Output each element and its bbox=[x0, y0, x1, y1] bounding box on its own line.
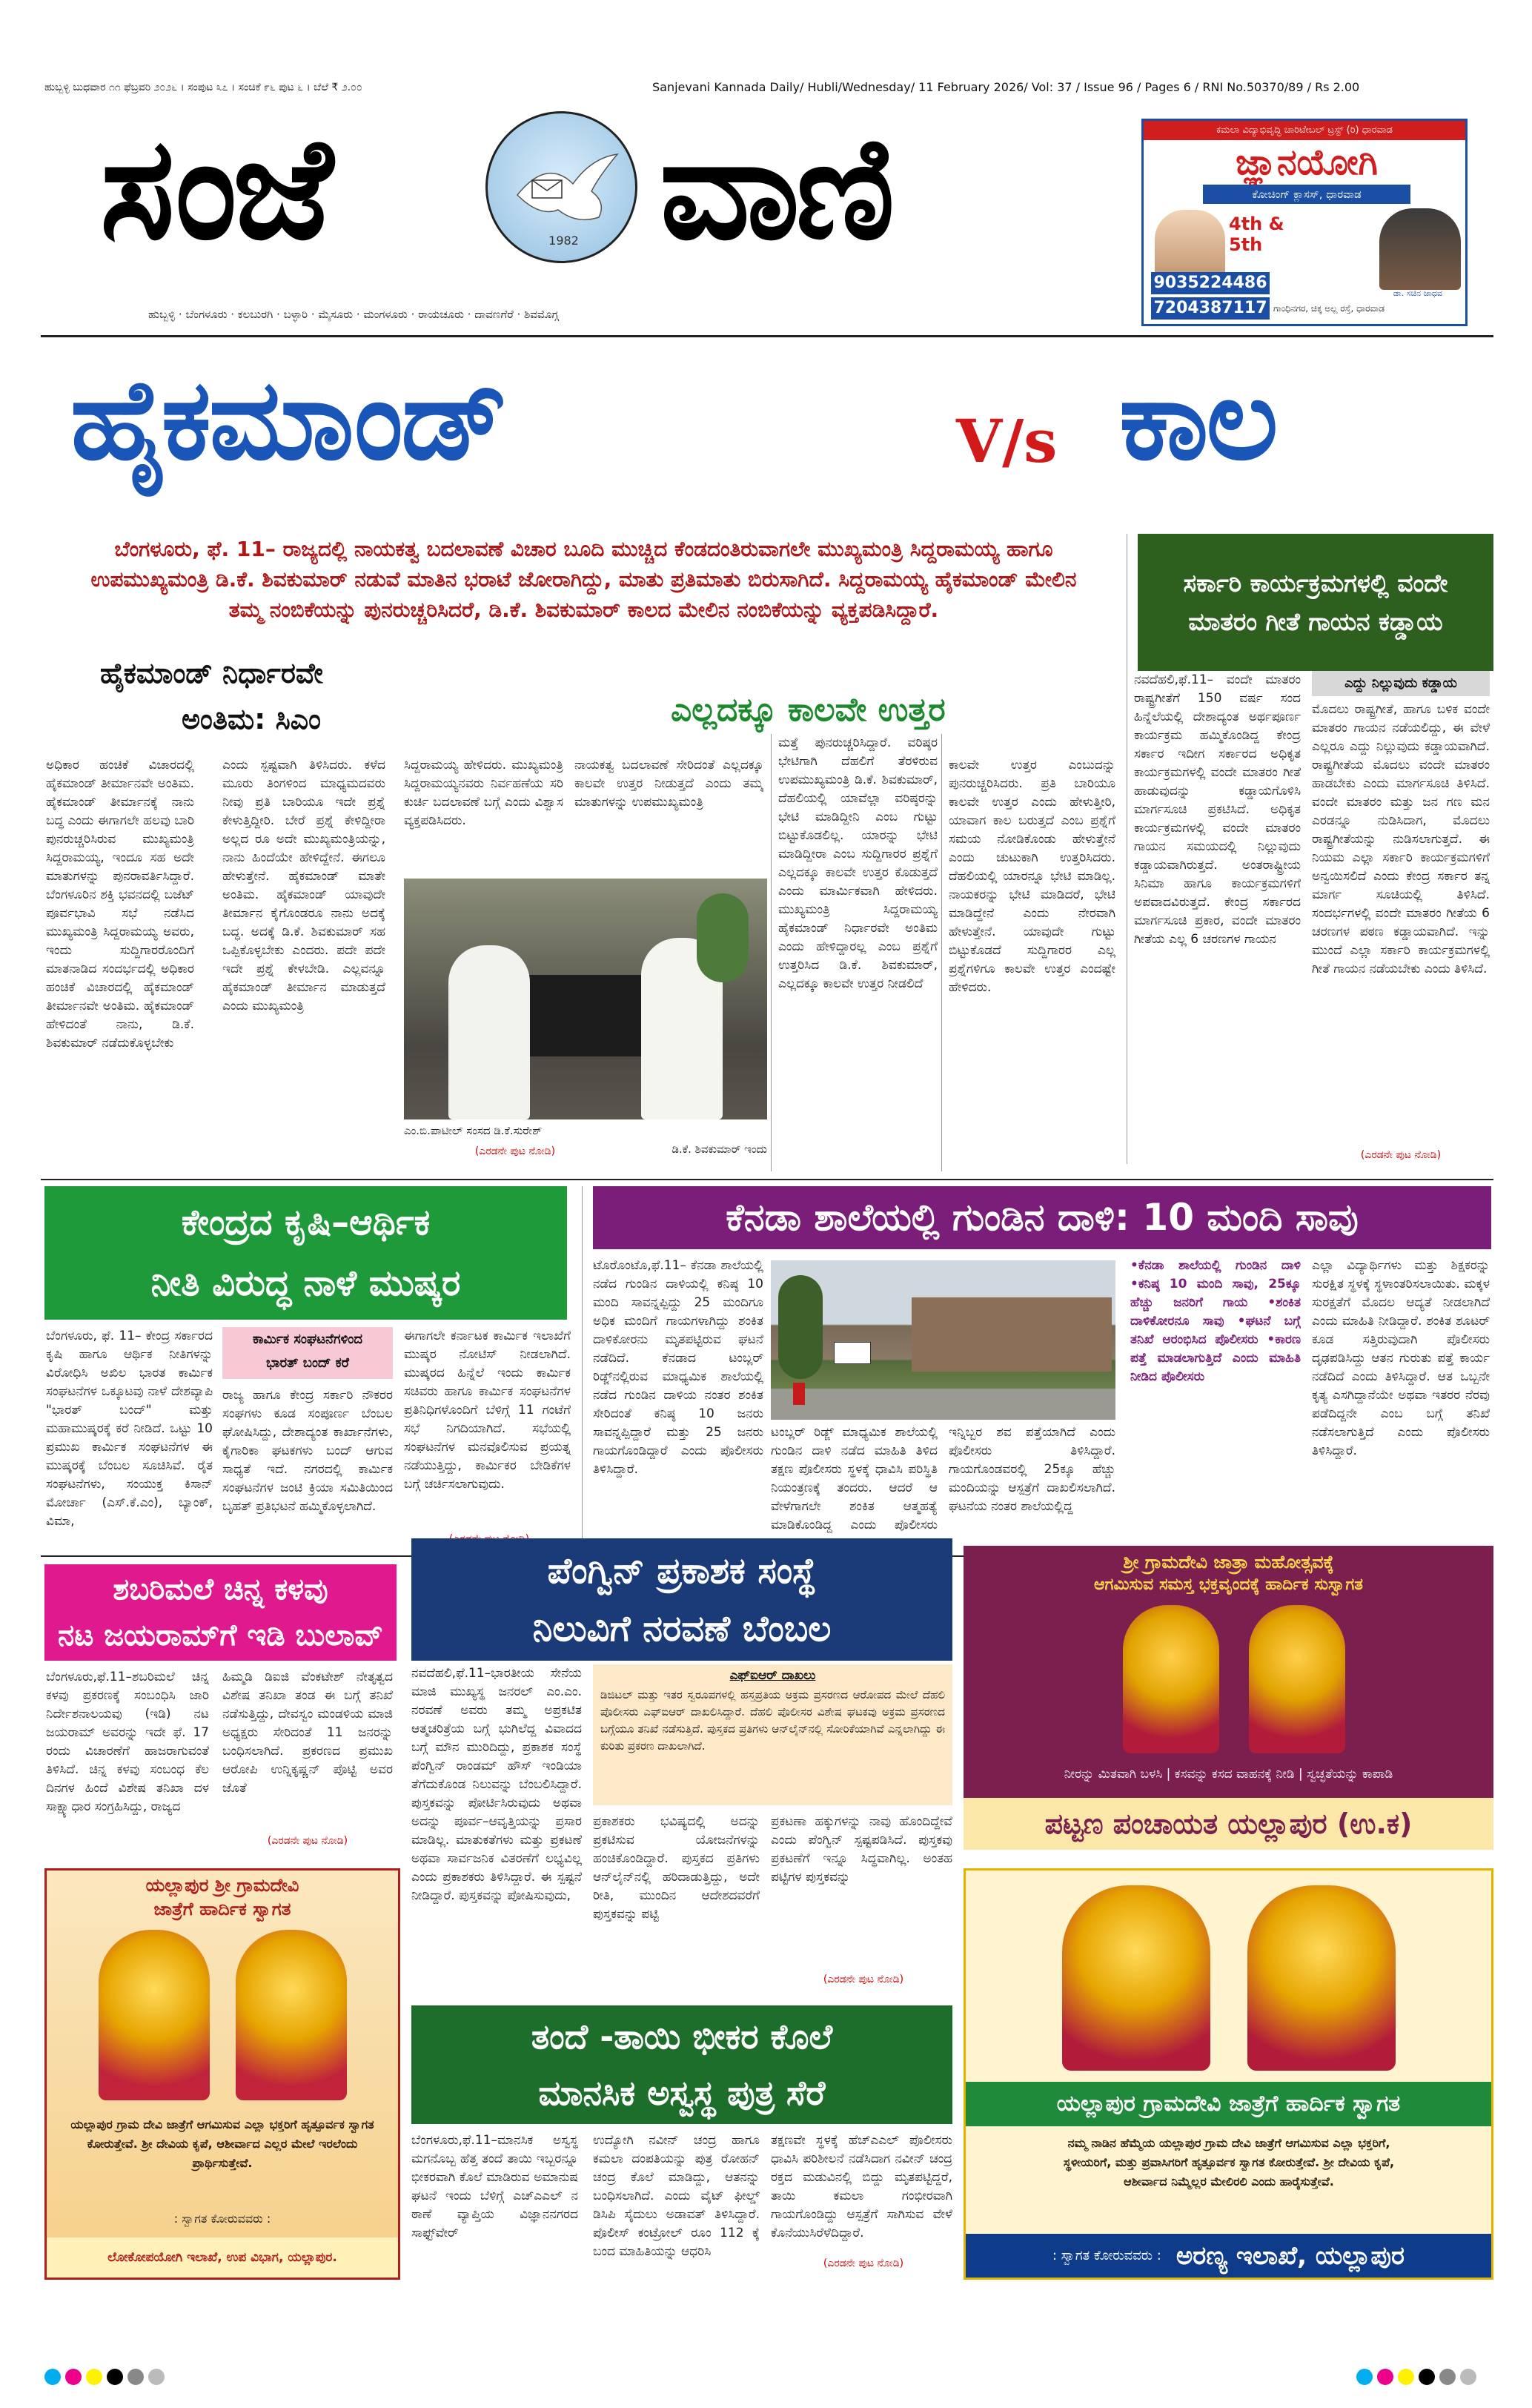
section-rule bbox=[41, 1179, 1493, 1180]
lead-col-5: ಕಾಲವೇ ಉತ್ತರ ಎಂಬುದನ್ನು ಪುನರುಚ್ಚರಿಸಿದರು. ಪ್ರತಿ ಬಾರಿಯೂ ಕಾಲವೇ ಉತ್ತರ ಎಂದು ಹೇಳುತ್ತೀರಿ, ಯಾವಾಗ ಕಾಲ ಬರುತ್ತದೆ ಎಂಬ ಪ್ರಶ್ನೆಗೆ ಸಮಯ ನೋಡಿಕೊಂಡು ಹೇಳುತ್ತೇನೆ ಎಂದು ಚುಟುಕಾಗಿ ಉತ್ತರಿಸಿದರು. ದೆಹಲಿಯಲ್ಲಿ ಯಾರನ್ನೂ ಭೇಟಿ ಮಾಡಿಲ್ಲ. ನಾಯಕರನ್ನು ಭೇಟಿ ಮಾಡಿದರೆ, ಭೇಟಿ ಮಾಡಿದ್ದೇನೆ ಎಂದು ನೇರವಾಗಿ ಹೇಳುತ್ತೇನೆ. ಯಾವುದೇ ಗುಟ್ಟು ಬಿಟ್ಟುಕೊಡದೆ ಸುದ್ದಿಗಾರರ ಎಲ್ಲ ಪ್ರಶ್ನೆಗಳಿಗೂ ಕಾಲವೇ ಉತ್ತರ ಎಂದಷ್ಟೇ ಹೇಳಿದರು. bbox=[949, 758, 1115, 995]
masthead-cities: ಹುಬ್ಬಳ್ಳಿ · ಬೆಂಗಳೂರು · ಕಲಬುರಗಿ · ಬಳ್ಳಾರಿ · ಮೈಸೂರು · ಮಂಗಳೂರು · ರಾಯಚೂರು · ದಾವಣಗೆರೆ · ಶಿವಮೊಗ್ಗ bbox=[148, 308, 559, 321]
ad3-title: ಯಲ್ಲಾಪುರ ಗ್ರಾಮದೇವಿ ಜಾತ್ರೆಗೆ ಹಾರ್ದಿಕ ಸ್ವಾಗತ bbox=[966, 2082, 1491, 2126]
masthead-logo bbox=[485, 111, 637, 263]
strike-title-2: ನೀತಿ ವಿರುದ್ಧ ನಾಳೆ ಮುಷ್ಕರ bbox=[150, 1263, 461, 1304]
ad2-head-2: ಜಾತ್ರೆಗೆ ಹಾರ್ದಿಕ ಸ್ವಾಗತ bbox=[153, 1899, 291, 1919]
lead-col-1: ಅಧಿಕಾರ ಹಂಚಿಕೆ ವಿಚಾರದಲ್ಲಿ ಹೈಕಮಾಂಡ್ ತೀರ್ಮಾನವೇ ಅಂತಿಮ. ಹೈಕಮಾಂಡ್ ತೀರ್ಮಾನಕ್ಕೆ ನಾನು ಬದ್ಧ ಎಂದು ಈಗಾಗಲೇ ಹಲವು ಬಾರಿ ಪುನರುಚ್ಚರಿಸಿರುವ ಮುಖ್ಯಮಂತ್ರಿ ಸಿದ್ದರಾಮಯ್ಯ, ಇಂದೂ ಸಹ ಅದೇ ಮಾತುಗಳನ್ನು ಪುನರಾವರ್ತಿಸಿದ್ದಾರೆ. ಬೆಂಗಳೂರಿನ ಶಕ್ತಿ ಭವನದಲ್ಲಿ ಬಜೆಟ್ ಪೂರ್ವಭಾವಿ ಸಭೆ ನಡೆಸಿದ ಮುಖ್ಯಮಂತ್ರಿ ಸಿದ್ದರಾಮಯ್ಯ ಅವರು, ಇಂದು ಸುದ್ದಿಗಾರರೊಂದಿಗೆ ಮಾತನಾಡಿದ ಸಂದರ್ಭದಲ್ಲಿ ಅಧಿಕಾರ ಹಂಚಿಕೆ ವಿಚಾರದಲ್ಲಿ ಹೈಕಮಾಂಡ್ ತೀರ್ಮಾನವೇ ಅಂತಿಮ. ಹೈಕಮಾಂಡ್ ಹೇಳಿದಂತೆ ನಾನು, ಡಿ.ಕೆ. ಶಿವಕುಮಾರ್ ನಡೆದುಕೊಳ್ಳಬೇಕು bbox=[46, 758, 194, 1051]
murder-title-1: ತಂದೆ -ತಾಯಿ ಭೀಕರ ಕೊಲೆ bbox=[531, 2017, 833, 2057]
vande-col-1: ನವದೆಹಲಿ,ಫೆ.11– ವಂದೇ ಮಾತರಂ ರಾಷ್ಟ್ರಗೀತೆಗೆ 150 ವರ್ಷ ಸಂದ ಹಿನ್ನೆಲೆಯಲ್ಲಿ ದೇಶಾದ್ಯಂತ ಅರ್ಥಪೂರ್ಣ ಕಾರ್ಯಕ್ರಮ ಹಮ್ಮಿಕೊಂಡಿದ್ದ ಕೇಂದ್ರ ಸರ್ಕಾರ ಇದೀಗ ಸರ್ಕಾರದ ಅಧಿಕೃತ ಕಾರ್ಯಕ್ರಮಗಳಲ್ಲಿ ವಂದೇ ಮಾತರಂ ಗೀತೆ ಹಾಡುವುದನ್ನು ಕಡ್ಡಾಯಗೊಳಿಸಿ ಮಾರ್ಗಸೂಚಿ ಪ್ರಕಟಿಸಿದೆ. ಅಧಿಕೃತ ಕಾರ್ಯಕ್ರಮಗಳಲ್ಲಿ ವಂದೇ ಮಾತರಂ ಗಾಯನ ಸಮಯದಲ್ಲಿ ನಿಲ್ಲುವುದು ಕಡ್ಡಾಯವಾಗಿರುತ್ತದೆ. ಅಂತರಾಷ್ಟ್ರೀಯ ಸಿನಿಮಾ ಹಾಗೂ ಕಾರ್ಯಕ್ರಮಗಳಿಗೆ ಅಪವಾದವಿರುತ್ತದೆ. ಕೇಂದ್ರ ಸರ್ಕಾರದ ಮಾರ್ಗಸೂಚಿ ಪ್ರಕಾರ, ವಂದೇ ಮಾತರಂ ಗೀತೆಯ ಎಲ್ಲ 6 ಚರಣಗಳ ಗಾಯನ bbox=[1134, 672, 1301, 947]
ad3-deity-right bbox=[1247, 1885, 1396, 2071]
dot bbox=[1377, 2369, 1393, 2385]
dot bbox=[44, 2369, 61, 2385]
penguin-title-1: ಪೆಂಗ್ವಿನ್ ಪ್ರಕಾಶಕ ಸಂಸ್ಥೆ bbox=[547, 1549, 817, 1592]
ad2-head-1: ಯಲ್ಲಾಪುರ ಶ್ರೀ ಗ್ರಾಮದೇವಿ bbox=[145, 1875, 299, 1896]
lead-col-3a: ಸಿದ್ದರಾಮಯ್ಯ ಹೇಳಿದರು. ಮುಖ್ಯಮಂತ್ರಿ ಸಿದ್ದರಾಮಯ್ಯನವರು ನಿರ್ವಹಣೆಯ ಸರಿ ಕುರ್ಚಿ ಬದಲಾವಣೆ ಬಗ್ಗೆ ಎಂದು ವಿಶ್ವಾಸ ವ್ಯಕ್ತಪಡಿಸಿದರು. bbox=[404, 758, 563, 828]
lead-col-2: ಎಂದು ಸ್ಪಷ್ಟವಾಗಿ ತಿಳಿಸಿದರು. ಕಳೆದ ಮೂರು ತಿಂಗಳಿಂದ ಮಾಧ್ಯಮದವರು ನೀವು ಪ್ರತಿ ಬಾರಿಯೂ ಇದೇ ಪ್ರಶ್ನೆ ಕೇಳುತ್ತಿದ್ದೀರಿ. ಬೇರೆ ಪ್ರಶ್ನೆ ಕೇಳಿದ್ದೀರಾ ಅಲ್ಲದ ರೂ ಅದೇ ಮುಖ್ಯಮಂತ್ರಿಯನ್ನು, ನಾನು ಹಿಂದೆಯೇ ಹೇಳಿದ್ದೇನೆ. ಈಗಲೂ ಹೇಳುತ್ತೇನೆ. ಹೈಕಮಾಂಡ್ ಮಾತೇ ಅಂತಿಮ. ಹೈಕಮಾಂಡ್ ಯಾವುದೇ ತೀರ್ಮಾನ ಕೈಗೊಂಡರೂ ನಾನು ಅದಕ್ಕೆ ಬದ್ಧ. ಅದಕ್ಕೆ ಡಿ.ಕೆ. ಶಿವಕುಮಾರ್ ಸಹ ಒಪ್ಪಿಕೊಳ್ಳಬೇಕು ಎಂದರು. ಪದೇ ಪದೇ ಇದೇ ಪ್ರಶ್ನೆ ಕೇಳಬೇಡಿ. ಎಲ್ಲವನ್ನೂ ಹೈಕಮಾಂಡ್ ತೀರ್ಮಾನ ಮಾಡುತ್ತದೆ ಎಂದು ಮುಖ್ಯಮಂತ್ರಿ bbox=[222, 758, 385, 1013]
sofa-shape bbox=[515, 975, 656, 1056]
ad3-deity-left bbox=[1062, 1885, 1210, 2071]
ad-classes: 4th & 5th bbox=[1229, 214, 1284, 255]
lokopayogi-ad[interactable] bbox=[44, 1868, 400, 2280]
canada-banner bbox=[593, 1186, 1491, 1249]
ad3-welcome: : ಸ್ವಾಗತ ಕೋರುವವರು : bbox=[1052, 2248, 1161, 2263]
strike-box-title-1: ಕಾರ್ಮಿಕ ಸಂಘಟನೆಗಳಿಂದ bbox=[252, 1332, 363, 1347]
strike-col-1: ಬೆಂಗಳೂರು, ಫೆ. 11– ಕೇಂದ್ರ ಸರ್ಕಾರದ ಕೃಷಿ ಹಾಗೂ ಆರ್ಥಿಕ ನೀತಿಗಳನ್ನು ವಿರೋಧಿಸಿ ಅಖಿಲ ಭಾರತ ಕಾರ್ಮಿಕ ಸಂಘಟನೆಗಳ ಒಕ್ಕೂಟವು ನಾಳೆ ದೇಶವ್ಯಾಪಿ "ಭಾರತ್ ಬಂದ್" ಮತ್ತು ಮಹಾಮುಷ್ಕರಕ್ಕೆ ಕರೆ ನೀಡಿದೆ. ಒಟ್ಟು 10 ಪ್ರಮುಖ ಕಾರ್ಮಿಕ ಸಂಘಟನೆಗಳ ಈ ಮುಷ್ಕರಕ್ಕೆ ಬೆಂಬಲ ಸೂಚಿಸಿವೆ. ರೈತ ಸಂಘಟನೆಗಳು, ಸಂಯುಕ್ತ ಕಿಸಾನ್ ಮೋರ್ಚಾ (ಎಸ್.ಕೆ.ಎಂ), ಬ್ಯಾಂಕ್, ವಿಮಾ, bbox=[46, 1329, 213, 1529]
ad2-deity-left bbox=[99, 1930, 210, 2100]
dateline-kannada: ಹುಬ್ಬಳ್ಳಿ ಬುಧವಾರ ೧೧ ಫೆಬ್ರವರಿ ೨೦೨೬ । ಸಂಪುಟ ೩೭ । ಸಂಚಿಕೆ ೯೬ ಪುಟ ೬ । ಬೆಲೆ ₹ ೨.೦೦ bbox=[44, 82, 362, 93]
ad-address: ಗಾಂಧಿನಗರ, ಚಿಕ್ಕ ಅಲ್ಲ ರಸ್ತೆ, ಧಾರವಾಡ bbox=[1273, 303, 1385, 314]
ad-person-name: ಡಾ. ಸಚಿನ ಜಾಧವ bbox=[1393, 288, 1443, 298]
canada-photo-caption: ಟಂಬ್ಲರ್ ರಿಡ್ಜ್ ಮಾಧ್ಯಮಿಕ ಶಾಲೆಯಲ್ಲಿ ಗುಂಡಿನ ದಾಳಿ ನಡೆದ ಮಾಹಿತಿ ತಿಳಿದ ತಕ್ಷಣ ಪೊಲೀಸರು ಸ್ಥಳಕ್ಕೆ ಧಾವಿಸಿ ಪರಿಸ್ಥಿತಿ ನಿಯಂತ್ರಣಕ್ಕೆ ತಂದರು. ಆದರೆ ಆ ವೇಳೆಗಾಗಲೇ ಶಂಕಿತ ಆತ್ಮಹತ್ಯೆ ಮಾಡಿಕೊಂಡಿದ್ದ ಎಂದು ಪೊಲೀಸರು bbox=[771, 1425, 938, 1532]
logo-year: 1982 bbox=[548, 234, 579, 248]
murder-col-1: ಬೆಂಗಳೂರು,ಫೆ.11–ಮಾನಸಿಕ ಅಸ್ವಸ್ಥ ಮಗನೊಬ್ಬ ಹೆತ್ತ ತಂದೆ ತಾಯಿ ಇಬ್ಬರನ್ನೂ ಭೀಕರವಾಗಿ ಕೊಲೆ ಮಾಡಿರುವ ಅಮಾನುಷ ಘಟನೆ ಇಂದು ಬೆಳಿಗ್ಗೆ ಎಚ್ಎಎಲ್ ನ ಠಾಣೆ ವ್ಯಾಪ್ತಿಯ ವಿಜ್ಞಾನನಗರದ ಸಾಫ್ಟ್‌ವೇರ್ bbox=[411, 2133, 578, 2240]
penguin-banner bbox=[411, 1538, 952, 1661]
pattana-panchayat-ad[interactable] bbox=[964, 1546, 1493, 1850]
penguin-continued[interactable]: (ಎರಡನೇ ಪುಟ ನೋಡಿ) bbox=[823, 1974, 904, 1985]
canada-school-photo bbox=[771, 1260, 1115, 1420]
strike-col-3: ಈಗಾಗಲೇ ಕರ್ನಾಟಕ ಕಾರ್ಮಿಕ ಇಲಾಖೆಗೆ ಮುಷ್ಕರ ನೋಟಿಸ್ ನೀಡಲಾಗಿದೆ. ಮುಷ್ಕರದ ಹಿನ್ನೆಲೆ ಇಂದು ಕಾರ್ಮಿಕ ಸಚಿವರು ಹಾಗೂ ಕಾರ್ಮಿಕ ಸಂಘಟನೆಗಳ ಪ್ರತಿನಿಧಿಗಳೊಂದಿಗೆ ಬೆಳಿಗ್ಗೆ 11 ಗಂಟೆಗೆ ಸಭೆ ನಿಗದಿಯಾಗಿದೆ. ಸಭೆಯಲ್ಲಿ ಸಂಘಟನೆಗಳ ಮನವೊಲಿಸುವ ಪ್ರಯತ್ನ ನಡೆಯುತ್ತಿದ್ದು, ಕಾರ್ಮಿಕರ ಬೇಡಿಕೆಗಳ ಬಗ್ಗೆ ಚರ್ಚಿಸಲಾಗುವುದು. bbox=[404, 1329, 571, 1492]
ad2-deity-right bbox=[236, 1930, 347, 2100]
divider bbox=[582, 1186, 583, 1549]
divider bbox=[941, 734, 942, 1171]
dot bbox=[86, 2369, 102, 2385]
canada-title: ಕೆನಡಾ ಶಾಲೆಯಲ್ಲಿ ಗುಂಡಿನ ದಾಳಿ: 10 ಮಂದಿ ಸಾವು bbox=[726, 1196, 1359, 1239]
lead-photo-caption-1: ಎಂ.ಬಿ.ಪಾಟೀಲ್ ಸಂಸದ ಡಿ.ಕೆ.ಸುರೇಶ್ bbox=[404, 1124, 543, 1137]
dot bbox=[148, 2369, 165, 2385]
main-headline-vs: V/s bbox=[956, 406, 1058, 476]
sabarimala-col-1: ಬೆಂಗಳೂರು,ಫೆ.11–ಶಬರಿಮಲೆ ಚಿನ್ನ ಕಳವು ಪ್ರಕರಣಕ್ಕೆ ಸಂಬಂಧಿಸಿ ಜಾರಿ ನಿರ್ದೇಶನಾಲಯವು (ಇಡಿ) ನಟ ಜಯರಾಮ್ ಅವರನ್ನು ಇದೇ ಫೆ. 17 ರಂದು ವಿಚಾರಣೆಗೆ ಹಾಜರಾಗುವಂತೆ ತಿಳಿಸಿದೆ. ಚಿನ್ನ ಕಳವು ಸಂಬಂಧ ಕೆಲ ದಿನಗಳ ಹಿಂದೆ ವಿಶೇಷ ತನಿಖಾ ದಳ ಸಾಕ್ಷ್ಯಾಧಾರ ಸಂಗ್ರಹಿಸಿದ್ದು, ರಾಜ್ಯದ bbox=[46, 1670, 209, 1814]
ad3-footer-bar bbox=[966, 2234, 1491, 2278]
penguin-box-text: ಡಿಜಿಟಲ್ ಮತ್ತು ಇತರ ಸ್ವರೂಪಗಳಲ್ಲಿ ಹಸ್ತಪ್ರತಿಯ ಅಕ್ರಮ ಪ್ರಸರಣದ ಆರೋಪದ ಮೇಲೆ ದೆಹಲಿ ಪೊಲೀಸರು ಎಫ್‌ಐಆರ್ ದಾಖಲಿಸಿದ್ದಾರೆ. ದೆಹಲಿ ಪೊಲೀಸರ ವಿಶೇಷ ಘಟಕವು ಅಕ್ರಮ ಪ್ರಸರಣದ ಬಗ್ಗೆಯೂ ತನಿಖೆ ನಡೆಸುತ್ತಿದೆ. ಪುಸ್ತಕದ ಪ್ರತಿಗಳು ಆನ್‌ಲೈನ್‌ನಲ್ಲಿ ಸೋರಿಕೆಯಾಗಿವೆ ಎನ್ನಲಾಗಿದ್ದು ಈ ಕುರಿತು ಪ್ರಕರಣ ದಾಖಲಾಗಿದೆ. bbox=[600, 1688, 945, 1753]
sabarimala-col-2: ಹಿಮ್ಮಡಿ ಡಿಐಜಿ ವೆಂಕಟೇಶ್ ನೇತೃತ್ವದ ವಿಶೇಷ ತನಿಖಾ ತಂಡ ಈ ಬಗ್ಗೆ ತನಿಖೆ ನಡೆಸುತ್ತಿದ್ದು, ದೇವಸ್ವಂ ಮಂಡಳಿಯ ಮಾಜಿ ಅಧ್ಯಕ್ಷರು ಸೇರಿದಂತೆ 11 ಜನರನ್ನು ಬಂಧಿಸಲಾಗಿದೆ. ಪ್ರಕರಣದ ಪ್ರಮುಖ ಆರೋಪಿ ಉನ್ನಿಕೃಷ್ಣನ್ ಪೊಟ್ಟಿ ಅವರ ಜೊತೆ bbox=[222, 1670, 393, 1796]
dot bbox=[127, 2369, 144, 2385]
murder-title-2: ಮಾನಸಿಕ ಅಸ್ವಸ್ಥ ಪುತ್ರ ಸೆರೆ bbox=[538, 2073, 826, 2113]
registration-dots-left bbox=[44, 2369, 169, 2388]
ad-person-photo bbox=[1379, 208, 1461, 290]
jnanayogi-ad[interactable] bbox=[1141, 119, 1468, 326]
ad1-head-1: ಶ್ರೀ ಗ್ರಾಮದೇವಿ ಜಾತ್ರಾ ಮಹೋತ್ಸವಕ್ಕೆ bbox=[1123, 1552, 1334, 1572]
vande-col-2: ಮೊದಲು ರಾಷ್ಟ್ರಗೀತೆ, ಹಾಗೂ ಬಳಿಕ ವಂದೇ ಮಾತರಂ ಗಾಯನ ನಡೆಯಲಿದ್ದು, ಈ ವೇಳೆ ಎಲ್ಲರೂ ಎದ್ದು ನಿಲ್ಲುವುದು ಕಡ್ಡಾಯವಾಗಿದೆ. ರಾಷ್ಟ್ರಗೀತೆಯ ಮೊದಲು ವಂದೇ ಮಾತರಂ ಹಾಡಬೇಕು ಎಂದು ಮಾರ್ಗಸೂಚಿ ತಿಳಿಸಿದೆ. ವಂದೇ ಮಾತರಂ ಮತ್ತು ಜನ ಗಣ ಮನ ಎರಡನ್ನೂ ನುಡಿಸಿದಾಗ, ಮೊದಲು ರಾಷ್ಟ್ರಗೀತೆಯನ್ನು ನುಡಿಸಲಾಗುತ್ತದೆ. ಈ ನಿಯಮ ಎಲ್ಲಾ ಸರ್ಕಾರಿ ಕಾರ್ಯಕ್ರಮಗಳಿಗೆ ಅನ್ವಯಿಸಲಿದೆ ಎಂದು ಕೇಂದ್ರ ಸರ್ಕಾರ ತನ್ನ ಮಾರ್ಗ ಸೂಚಿಯಲ್ಲಿ ತಿಳಿಸಿದೆ. ಸಂದರ್ಭಗಳಲ್ಲಿ ವಂದೇ ಮಾತರಂ ಗೀತೆಯ 6 ಚರಣಗಳ ಪಠಣ ಕಡ್ಡಾಯವಾಗಿದೆ. ಇನ್ನು ಮುಂದೆ ಎಲ್ಲಾ ಸರ್ಕಾರಿ ಕಾರ್ಯಕ್ರಮಗಳಲ್ಲಿ ಗೀತೆ ಗಾಯನ ನಡೆಯಬೇಕು ಎಂದು ತಿಳಿಸಿದೆ. bbox=[1312, 702, 1490, 976]
strike-box-title-2: ಭಾರತ್ ಬಂದ್ ಕರೆ bbox=[265, 1355, 350, 1371]
ad-phone-1[interactable]: 9035224486 bbox=[1151, 272, 1270, 294]
person-left-shape bbox=[448, 945, 530, 1119]
lead-continued[interactable]: (ಎರಡನೇ ಪುಟ ನೋಡಿ) bbox=[474, 1145, 556, 1157]
penguin-col-2: ಪ್ರಕಾಶಕರು ಭವಿಷ್ಯದಲ್ಲಿ ಅದನ್ನು ಪ್ರಕಟಿಸುವ ಯೋಜನೆಗಳನ್ನು ಹಂಚಿಕೊಂಡಿದ್ದಾರೆ. ಪುಸ್ತಕದ ಪ್ರತಿಗಳು ಆನ್‌ಲೈನ್‌ನಲ್ಲಿ ಹರಿದಾಡುತ್ತಿದ್ದು, ಅದೇ ರೀತಿ, ಮುಂದಿನ ಆದೇಶದವರೆಗೆ ಪುಸ್ತಕವನ್ನು ಪಟ್ಟಿ bbox=[593, 1814, 760, 1922]
strike-box bbox=[222, 1327, 393, 1379]
murder-continued[interactable]: (ಎರಡನೇ ಪುಟ ನೋಡಿ) bbox=[823, 2258, 904, 2269]
sabarimala-banner bbox=[44, 1564, 397, 1661]
main-headline-part1: ಹೈಕಮಾಂಡ್ bbox=[70, 356, 506, 485]
ad1-deity-right bbox=[1249, 1605, 1345, 1753]
strike-title-1: ಕೇಂದ್ರದ ಕೃಷಿ–ಆರ್ಥಿಕ bbox=[181, 1202, 431, 1243]
penguin-box bbox=[593, 1664, 952, 1805]
school-building bbox=[912, 1297, 1112, 1372]
ad2-text: ಯಲ್ಲಾಪುರ ಗ್ರಾಮ ದೇವಿ ಜಾತ್ರೆಗೆ ಆಗಮಿಸುವ ಎಲ್ಲಾ ಭಕ್ತರಿಗೆ ಹೃತ್ಪೂರ್ವಕ ಸ್ವಾಗತ ಕೋರುತ್ತೇವೆ. ಶ್ರೀ ದೇವಿಯ ಕೃಪೆ, ಆಶೀರ್ವಾದ ಎಲ್ಲರ ಮೇಲೆ ಇರಲೆಂದು ಪ್ರಾರ್ಥಿಸುತ್ತೇವೆ. bbox=[70, 2117, 374, 2170]
murder-col-2: ಉದ್ಯೋಗಿ ನವೀನ್ ಚಂದ್ರ ಹಾಗೂ ಕಮಲಾ ದಂಪತಿಯನ್ನು ಪುತ್ರ ರೋಹನ್ ಚಂದ್ರ ಕೊಲೆ ಮಾಡಿದ್ದು, ಆತನನ್ನು ಬಂಧಿಸಲಾಗಿದೆ. ಎಂದು ವೈಟ್‌ ಫೀಲ್ಡ್ ಡಿಸಿಪಿ ಸೈದುಲು ಅಡಾವತ್ ತಿಳಿಸಿದ್ದಾರೆ. ಪೊಲೀಸ್ ಕಂಟ್ರೋಲ್ ರೂಂ 112 ಕ್ಕೆ ಬಂದ ಮಾಹಿತಿಯನ್ನು ಆಧರಿಸಿ bbox=[593, 2133, 760, 2259]
school-sign bbox=[834, 1342, 871, 1364]
dateline-english: Sanjevani Kannada Daily/ Hubli/Wednesday/ 11 February 2026/ Vol: 37 / Issue 96 / Pages 6 / RNI No.50370/89 / Rs 2.00 bbox=[652, 80, 1360, 94]
ad1-footer: ಪಟ್ಟಣ ಪಂಚಾಯತ ಯಲ್ಲಾಪುರ (ಉ.ಕ) bbox=[964, 1798, 1493, 1850]
plant-shape bbox=[697, 893, 749, 982]
canada-bullets: •ಕೆನಡಾ ಶಾಲೆಯಲ್ಲಿ ಗುಂಡಿನ ದಾಳಿ •ಕನಿಷ್ಠ 10 ಮಂದಿ ಸಾವು, 25ಕ್ಕೂ ಹೆಚ್ಚು ಜನರಿಗೆ ಗಾಯ •ಶಂಕಿತ ದಾಳಿಕೋರನೂ ಸಾವು •ಘಟನೆ ಬಗ್ಗೆ ತನಿಖೆ ಆರಂಭಿಸಿದ ಪೊಲೀಸರು •ಕಾರಣ ಪತ್ತೆ ಮಾಡಲಾಗುತ್ತಿದೆ ಎಂದು ಮಾಹಿತಿ ನೀಡಿದ ಪೊಲೀಸರು bbox=[1130, 1258, 1301, 1384]
ad-brand-name: ಜ್ಞಾನಯೋಗಿ bbox=[1236, 142, 1378, 183]
sabarimala-continued[interactable]: (ಎರಡನೇ ಪುಟ ನೋಡಿ) bbox=[267, 1835, 348, 1847]
ad3-footer: ಅರಣ್ಯ ಇಲಾಖೆ, ಯಲ್ಲಾಪುರ bbox=[1175, 2240, 1405, 2271]
dot bbox=[1356, 2369, 1373, 2385]
main-headline-part2: ಕಾಲ bbox=[1119, 356, 1276, 485]
ad-phone-2[interactable]: 7204387117 bbox=[1151, 297, 1270, 320]
vande-box-title: ಎದ್ದು ನಿಲ್ಲುವುದು ಕಡ್ಡಾಯ bbox=[1312, 671, 1490, 696]
canada-col-1: ಟೊರೊಂಟೊ,ಫೆ.11– ಕೆನಡಾ ಶಾಲೆಯಲ್ಲಿ ನಡೆದ ಗುಂಡಿನ ದಾಳಿಯಲ್ಲಿ ಕನಿಷ್ಠ 10 ಮಂದಿ ಸಾವನ್ನಪ್ಪಿದ್ದು 25 ಮಂದಿಗೂ ಅಧಿಕ ಮಂದಿಗೆ ಗಾಯಗಳಾಗಿದ್ದು ಶಂಕಿತ ದಾಳಿಕೋರನು ಮೃತಪಟ್ಟಿರುವ ಘಟನೆ ನಡೆದಿದೆ. ಕೆನಡಾದ ಟಂಬ್ಲರ್ ರಿಡ್ಜ್‌ನಲ್ಲಿರುವ ಮಾಧ್ಯಮಿಕ ಶಾಲೆಯಲ್ಲಿ ನಡೆದ ಗುಂಡಿನ ದಾಳಿಯ ನಂತರ ಶಂಕಿತ ಸೇರಿದಂತೆ ಕನಿಷ್ಠ 10 ಜನರು ಸಾವನ್ನಪ್ಪಿದ್ದಾರೆ ಮತ್ತು 25 ಜನರು ಗಾಯಗೊಂಡಿದ್ದಾರೆ ಎಂದು ಪೊಲೀಸರು ತಿಳಿಸಿದ್ದಾರೆ. bbox=[593, 1258, 763, 1477]
ad2-welcome: : ಸ್ವಾಗತ ಕೋರುವವರು : bbox=[173, 2212, 271, 2226]
subhead-right: ಎಲ್ಲದಕ್ಕೂ ಕಾಲವೇ ಉತ್ತರ bbox=[671, 691, 946, 729]
murder-banner bbox=[411, 2005, 952, 2124]
dot bbox=[1439, 2369, 1456, 2385]
tree bbox=[778, 1275, 823, 1379]
dot bbox=[1419, 2369, 1435, 2385]
ad-brand-sub: ಕೋಚಿಂಗ್ ಕ್ಲಾಸಸ್, ಧಾರವಾಡ bbox=[1203, 185, 1410, 204]
ad2-footer: ಲೋಕೋಪಯೋಗಿ ಇಲಾಖೆ, ಉಪ ವಿಭಾಗ, ಯಲ್ಲಾಪುರ. bbox=[47, 2237, 398, 2278]
lead-col-3b: ನಾಯಕತ್ವ ಬದಲಾವಣೆ ಸೇರಿದಂತೆ ಎಲ್ಲದಕ್ಕೂ ಕಾಲವೇ ಉತ್ತರ ನೀಡುತ್ತದೆ ಎಂದು ತಮ್ಮ ಮಾತುಗಳನ್ನು ಉಪಮುಖ್ಯಮಂತ್ರಿ bbox=[574, 758, 763, 810]
canada-col-3: ಎಲ್ಲಾ ವಿದ್ಯಾರ್ಥಿಗಳು ಮತ್ತು ಶಿಕ್ಷಕರನ್ನು ಸುರಕ್ಷಿತ ಸ್ಥಳಕ್ಕೆ ಸ್ಥಳಾಂತರಿಸಲಾಯಿತು. ಮಕ್ಕಳ ಸುರಕ್ಷತೆಗೆ ಮೊದಲ ಆದ್ಯತೆ ನೀಡಲಾಗಿದೆ ಎಂದು ಮಾಹಿತಿ ನೀಡಿದ್ದಾರೆ. ಶಂಕಿತ ಶೂಟರ್ ಕೂಡ ಸತ್ತಿರುವುದಾಗಿ ಪೊಲೀಸರು ದೃಢಪಡಿಸಿದ್ದು ಆತನ ಗುರುತು ಪತ್ತೆ ಕಾರ್ಯ ನಡೆದಿದೆ ಎಂದು ತಿಳಿಸಿದ್ದಾರೆ. ಆತ ಒಬ್ಬನೇ ಕೃತ್ಯ ಎಸಗಿದ್ದಾನೆಯೇ ಅಥವಾ ಇತರರ ನೆರವು ಪಡೆದಿದ್ದನೇ ಎಂಬ ಬಗ್ಗೆ ತನಿಖೆ ನಡೆಸಲಾಗುತ್ತಿದೆ ಎಂದು ಪೊಲೀಸರು ತಿಳಿಸಿದ್ದಾರೆ. bbox=[1312, 1258, 1490, 1458]
registration-dots-right bbox=[1356, 2369, 1481, 2388]
ad1-deity-left bbox=[1123, 1605, 1219, 1753]
murder-col-3: ತಕ್ಷಣವೇ ಸ್ಥಳಕ್ಕೆ ಹೆಚ್ಎಎಲ್ ಪೊಲೀಸರು ಧಾವಿಸಿ ಪರಿಶೀಲನೆ ನಡೆಸಿದಾಗ ನವೀನ್ ಚಂದ್ರ ರಕ್ತದ ಮಡುವಿನಲ್ಲಿ ಬಿದ್ದು ಮೃತಪಟ್ಟಿದ್ದರೆ, ತಾಯಿ ಕಮಲಾ ಗಂಭೀರವಾಗಿ ಗಾಯಗೊಂಡಿದ್ದು ಆಸ್ಪತ್ರೆಗೆ ಸಾಗಿಸುವ ವೇಳೆ ಕೊನೆಯುಸಿರೆಳೆದಿದ್ದಾರೆ. bbox=[771, 2133, 952, 2240]
canada-col-2: ಇನ್ನಿಬ್ಬರ ಶವ ಪತ್ತೆಯಾಗಿದೆ ಎಂದು ಪೊಲೀಸರು ತಿಳಿಸಿದ್ದಾರೆ. ಗಾಯಗೊಂಡವರಲ್ಲಿ 25ಕ್ಕೂ ಹೆಚ್ಚು ಮಂದಿಯನ್ನು ಆಸ್ಪತ್ರೆಗೆ ದಾಖಲಿಸಲಾಗಿದೆ. ಘಟನೆಯ ನಂತರ ಶಾಲೆಯಲ್ಲಿದ್ದ bbox=[949, 1425, 1115, 1514]
sabarimala-title-2: ನಟ ಜಯರಾಮ್‌ಗೆ ಇಡಿ ಬುಲಾವ್ bbox=[57, 1618, 384, 1653]
subhead-left-1: ಹೈಕಮಾಂಡ್ ನಿರ್ಧಾರವೇ bbox=[100, 657, 323, 689]
hydrant bbox=[793, 1383, 805, 1405]
masthead-rule bbox=[41, 335, 1493, 337]
headline-intro: ಬೆಂಗಳೂರು, ಫೆ. 11– ರಾಜ್ಯದಲ್ಲಿ ನಾಯಕತ್ವ ಬದಲಾವಣೆ ವಿಚಾರ ಬೂದಿ ಮುಚ್ಚಿದ ಕೆಂಡದಂತಿರುವಾಗಲೇ ಮುಖ್ಯಮಂತ್ರಿ ಸಿದ್ದರಾಮಯ್ಯ ಹಾಗೂ ಉಪಮುಖ್ಯಮಂತ್ರಿ ಡಿ.ಕೆ. ಶಿವಕುಮಾರ್ ನಡುವೆ ಮಾತಿನ ಭರಾಟೆ ಜೋರಾಗಿದ್ದು, ಮಾತು ಪ್ರತಿಮಾತು ಬಿರುಸಾಗಿದೆ. ಸಿದ್ದರಾಮಯ್ಯ ಹೈಕಮಾಂಡ್ ಮೇಲಿನ ತಮ್ಮ ನಂಬಿಕೆಯನ್ನು ಪುನರುಚ್ಚರಿಸಿದರೆ, ಡಿ.ಕೆ. ಶಿವಕುಮಾರ್ ಕಾಲದ ಮೇಲಿನ ನಂಬಿಕೆಯನ್ನು ವ್ಯಕ್ತಪಡಿಸಿದ್ದಾರೆ. bbox=[90, 537, 1077, 622]
vande-mataram-banner bbox=[1138, 534, 1493, 671]
sabarimala-title-1: ಶಬರಿಮಲೆ ಚಿನ್ನ ಕಳವು bbox=[113, 1572, 328, 1607]
ad1-tagline: ನೀರನ್ನು ಮಿತವಾಗಿ ಬಳಸಿ | ಕಸವನ್ನು ಕಸದ ವಾಹನಕ್ಕೆ ನೀಡಿ | ಸ್ವಚ್ಛತೆಯನ್ನು ಕಾಪಾಡಿ bbox=[1064, 1767, 1393, 1782]
dot bbox=[107, 2369, 123, 2385]
dot bbox=[1460, 2369, 1476, 2385]
strike-col-2: ರಾಜ್ಯ ಹಾಗೂ ಕೇಂದ್ರ ಸರ್ಕಾರಿ ನೌಕರರ ಸಂಘಗಳು ಕೂಡ ಸಂಪೂರ್ಣ ಬೆಂಬಲ ಘೋಷಿಸಿದ್ದು, ದೇಶಾದ್ಯಂತ ಕಾರ್ಖಾನೆಗಳು, ಕೈಗಾರಿಕಾ ಘಟಕಗಳು ಬಂದ್ ಆಗುವ ಸಾಧ್ಯತೆ ಇದೆ. ನಗರದಲ್ಲಿ ಕಾರ್ಮಿಕ ಸಂಘಟನೆಗಳ ಜಂಟಿ ಕ್ರಿಯಾ ಸಮಿತಿಯಿಂದ ಬೃಹತ್ ಪ್ರತಿಭಟನೆ ಹಮ್ಮಿಕೊಳ್ಳಲಾಗಿದೆ. bbox=[222, 1388, 393, 1514]
penguin-title-2: ನಿಲುವಿಗೆ ನರವಣೆ ಬೆಂಬಲ bbox=[532, 1607, 832, 1650]
ad-trust-line: ಕಮಲಾ ವಿದ್ಯಾಭಿವೃದ್ಧಿ ಚಾರಿಟೇಬಲ್ ಟ್ರಸ್ಟ್ (ರಿ) ಧಾರವಾಡ bbox=[1144, 121, 1465, 140]
penguin-box-title: ಎಫ್‌ಐಆರ್ ದಾಖಲು bbox=[729, 1668, 816, 1683]
masthead-title-right: ವಾಣಿ bbox=[660, 107, 891, 271]
penguin-col-1: ನವದೆಹಲಿ,ಫೆ.11–ಭಾರತೀಯ ಸೇನೆಯ ಮಾಜಿ ಮುಖ್ಯಸ್ಥ ಜನರಲ್ ಎಂ.ಎಂ. ನರವಣೆ ಅವರು ತಮ್ಮ ಅಪ್ರಕಟಿತ ಆತ್ಮಚರಿತ್ರೆಯ ಬಗ್ಗೆ ಭುಗಿಲೆದ್ದ ವಿವಾದದ ಬಗ್ಗೆ ಮೌನ ಮುರಿದಿದ್ದು, ಪ್ರಕಾಶಕ ಸಂಸ್ಥೆ ಪೆಂಗ್ವಿನ್ ರಾಂಡಮ್ ಹೌಸ್ ಇಂಡಿಯಾ ತೆಗೆದುಕೊಂಡ ನಿಲುವನ್ನು ಬೆಂಬಲಿಸಿದ್ದಾರೆ. ಪುಸ್ತಕವನ್ನು ಪೋರ್ಟಿಸಿರುವುದು ಅಥವಾ ಅದನ್ನು ಪೂರ್ವ–ಆವೃತ್ತಿಯನ್ನು ಪ್ರಸಾರ ಮಾಡಿಲ್ಲ. ಮಾತುಕತೆಗಳು ಮತ್ತು ಪ್ರಕಟಣೆ ಅಥವಾ ಸಾರ್ವಜನಿಕ ವಿತರಣೆಗೆ ಲಭ್ಯವಿಲ್ಲ ಎಂದು ಪ್ರಕಾಶಕರು ತಿಳಿಸಿದ್ದಾರೆ. ಈ ಸ್ಪಷ್ಟನೆ ನೀಡಿದ್ದಾರೆ. ಪುಸ್ತಕವನ್ನು ಪೋಷಿಸುವುದು, bbox=[411, 1666, 582, 1903]
penguin-col-3: ಪ್ರಕಟಣಾ ಹಕ್ಕುಗಳನ್ನು ನಾವು ಹೊಂದಿದ್ದೇವೆ ಎಂದು ಪೆಂಗ್ವಿನ್ ಸ್ಪಷ್ಟಪಡಿಸಿದೆ. ಪುಸ್ತಕವು ಪ್ರಕಟಣೆಗೆ ಇನ್ನೂ ಸಿದ್ಧವಾಗಿಲ್ಲ. ಅಂತಹ ಪಟ್ಟಿಗಳ ಪುಸ್ತಕವನ್ನು bbox=[771, 1814, 952, 1885]
ad3-text: ನಮ್ಮ ನಾಡಿನ ಹೆಮ್ಮೆಯ ಯಲ್ಲಾಪುರ ಗ್ರಾಮ ದೇವಿ ಜಾತ್ರೆಗೆ ಆಗಮಿಸುವ ಎಲ್ಲಾ ಭಕ್ತರಿಗೆ, ಸ್ಥಳೀಯರಿಗೆ, ಮತ್ತು ಪ್ರವಾಸಿಗರಿಗೆ ಹೃತ್ಪೂರ್ವಕ ಸ್ವಾಗತ ಕೋರುತ್ತೇವೆ. ಶ್ರೀ ದೇವಿಯ ಕೃಪೆ, ಆಶೀರ್ವಾದ ನಿಮ್ಮೆಲ್ಲರ ಮೇಲಿರಲಿ ಎಂದು ಹಾರೈಸುತ್ತೇವೆ. bbox=[1063, 2136, 1395, 2189]
lead-photo-caption-2: ಡಿ.ಕೆ. ಶಿವಕುಮಾರ್ ಇಂದು bbox=[672, 1142, 767, 1156]
subhead-left-2: ಅಂತಿಮ: ಸಿಎಂ bbox=[182, 703, 321, 735]
strike-banner bbox=[44, 1186, 567, 1320]
vande-mataram-title: ಸರ್ಕಾರಿ ಕಾರ್ಯಕ್ರಮಗಳಲ್ಲಿ ವಂದೇ ಮಾತರಂ ಗೀತೆ ಗಾಯನ ಕಡ್ಡಾಯ bbox=[1183, 568, 1448, 636]
aranya-ilakhe-ad[interactable] bbox=[964, 1868, 1493, 2280]
vande-continued[interactable]: (ಎರಡನೇ ಪುಟ ನೋಡಿ) bbox=[1360, 1149, 1442, 1161]
divider bbox=[771, 734, 772, 1171]
dot bbox=[1398, 2369, 1414, 2385]
masthead-title-left: ಸಂಜೆ bbox=[100, 107, 329, 271]
lead-photo-siddaramaiah-shivakumar bbox=[404, 879, 767, 1119]
ad1-head-2: ಆಗಮಿಸುವ ಸಮಸ್ತ ಭಕ್ತವೃಂದಕ್ಕೆ ಹಾರ್ದಿಕ ಸುಸ್ವಾಗತ bbox=[1094, 1575, 1363, 1594]
dot bbox=[65, 2369, 82, 2385]
lead-col-4: ಮತ್ತೆ ಪುನರುಚ್ಚರಿಸಿದ್ದಾರೆ. ವರಿಷ್ಠರ ಭೇಟಿಗಾಗಿ ದೆಹಲಿಗೆ ತೆರಳಿರುವ ಉಪಮುಖ್ಯಮಂತ್ರಿ ಡಿ.ಕೆ. ಶಿವಕುಮಾರ್, ದೆಹಲಿಯಲ್ಲಿ ಯಾವೆಲ್ಲಾ ವರಿಷ್ಠರನ್ನು ಭೇಟಿ ಮಾಡಿದ್ದೀನಿ ಎಂಬ ಗುಟ್ಟು ಬಿಟ್ಟುಕೊಡಲಿಲ್ಲ. ಯಾರನ್ನು ಭೇಟಿ ಮಾಡಿದ್ದೀರಾ ಎಂಬ ಸುದ್ದಿಗಾರರ ಪ್ರಶ್ನೆಗೆ ಎಲ್ಲದಕ್ಕೂ ಕಾಲವೇ ಉತ್ತರ ಕೊಡುತ್ತದೆ ಎಂದು ಮಾರ್ಮಿಕವಾಗಿ ಹೇಳಿದರು. ಮುಖ್ಯಮಂತ್ರಿ ಸಿದ್ದರಾಮಯ್ಯ ಹೈಕಮಾಂಡ್ ನಿರ್ಧಾರವೇ ಅಂತಿಮ ಎಂದು ಹೇಳಿದ್ದಾರಲ್ಲ ಎಂಬ ಪ್ರಶ್ನೆಗೆ ಉತ್ತರಿಸಿದ ಡಿ.ಕೆ. ಶಿವಕುಮಾರ್, ಎಲ್ಲದಕ್ಕೂ ಕಾಲವೇ ಉತ್ತರ ನೀಡಲಿದೆ bbox=[778, 735, 938, 991]
